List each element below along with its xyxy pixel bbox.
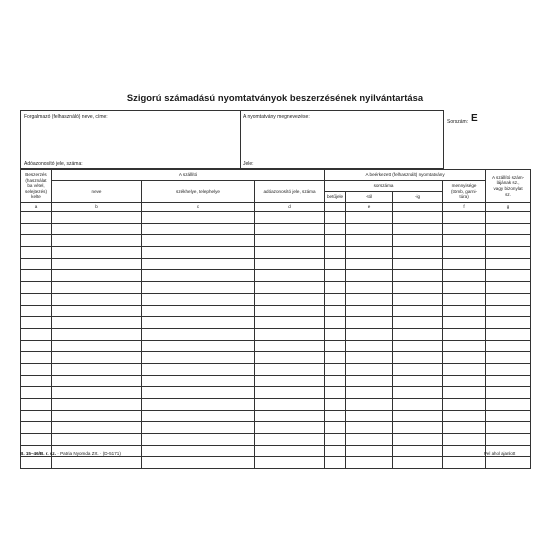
table-cell[interactable] [325,457,346,469]
table-cell[interactable] [142,352,255,364]
column-letter: c [142,203,255,212]
table-cell[interactable] [346,270,393,282]
table-cell[interactable] [393,434,443,446]
table-cell[interactable] [255,363,325,375]
table-cell[interactable] [142,317,255,329]
table-cell[interactable] [255,457,325,469]
table-cell[interactable] [325,328,346,340]
table-cell[interactable] [255,434,325,446]
table-cell[interactable] [346,399,393,411]
table-cell[interactable] [346,282,393,294]
table-cell[interactable] [255,212,325,224]
table-cell[interactable] [52,235,142,247]
table-cell[interactable] [486,375,531,387]
col-from-header: -tól [346,192,393,203]
table-cell[interactable] [325,247,346,259]
table-cell[interactable] [325,375,346,387]
table-cell[interactable] [393,317,443,329]
serial-value: E [471,113,478,124]
col-purchase-date-header: Beszerzés (használat ba vétel, selejtezés) kelte [21,170,52,203]
table-cell[interactable] [486,317,531,329]
table-cell[interactable] [346,235,393,247]
table-cell[interactable] [21,434,52,446]
table-cell[interactable] [255,247,325,259]
table-cell[interactable] [21,457,52,469]
table-cell[interactable] [346,293,393,305]
table-cell[interactable] [346,375,393,387]
table-cell[interactable] [21,247,52,259]
table-cell[interactable] [325,399,346,411]
column-letter: e [346,203,393,212]
table-cell[interactable] [393,258,443,270]
table-cell[interactable] [52,387,142,399]
table-row[interactable] [21,317,531,329]
table-cell[interactable] [346,258,393,270]
table-cell[interactable] [52,352,142,364]
table-row[interactable] [21,235,531,247]
table-cell[interactable] [346,340,393,352]
table-cell[interactable] [443,387,486,399]
table-cell[interactable] [325,282,346,294]
table-cell[interactable] [255,422,325,434]
table-cell[interactable] [393,212,443,224]
table-cell[interactable] [52,212,142,224]
table-cell[interactable] [443,317,486,329]
header-divider [240,111,241,168]
table-cell[interactable] [325,212,346,224]
table-cell[interactable] [255,270,325,282]
table-cell[interactable] [142,235,255,247]
table-cell[interactable] [346,410,393,422]
table-cell[interactable] [486,410,531,422]
table-cell[interactable] [393,387,443,399]
table-cell[interactable] [346,445,393,457]
table-cell[interactable] [393,363,443,375]
table-cell[interactable] [21,387,52,399]
table-row[interactable] [21,340,531,352]
table-cell[interactable] [325,352,346,364]
table-cell[interactable] [393,270,443,282]
table-cell[interactable] [393,410,443,422]
column-letter [393,203,443,212]
table-cell[interactable] [486,422,531,434]
table-cell[interactable] [486,270,531,282]
table-cell[interactable] [325,235,346,247]
column-letter: f [443,203,486,212]
table-cell[interactable] [325,270,346,282]
table-cell[interactable] [486,235,531,247]
table-cell[interactable] [486,457,531,469]
table-row[interactable] [21,375,531,387]
table-cell[interactable] [325,340,346,352]
table-cell[interactable] [486,282,531,294]
table-cell[interactable] [325,422,346,434]
table-cell[interactable] [486,387,531,399]
table-cell[interactable] [142,305,255,317]
column-letter: g [486,203,531,212]
table-cell[interactable] [346,422,393,434]
column-letter [325,203,346,212]
table-cell[interactable] [52,317,142,329]
table-row[interactable] [21,410,531,422]
table-cell[interactable] [443,399,486,411]
table-cell[interactable] [255,317,325,329]
table-cell[interactable] [21,363,52,375]
table-cell[interactable] [142,282,255,294]
table-cell[interactable] [142,247,255,259]
table-cell[interactable] [443,363,486,375]
table-cell[interactable] [443,305,486,317]
table-row[interactable] [21,399,531,411]
table-cell[interactable] [393,457,443,469]
table-cell[interactable] [255,305,325,317]
table-cell[interactable] [52,293,142,305]
table-cell[interactable] [325,363,346,375]
table-cell[interactable] [443,352,486,364]
table-cell[interactable] [52,375,142,387]
table-cell[interactable] [393,340,443,352]
table-cell[interactable] [142,212,255,224]
table-cell[interactable] [486,328,531,340]
table-cell[interactable] [393,375,443,387]
table-row[interactable] [21,270,531,282]
table-row[interactable] [21,223,531,235]
table-cell[interactable] [52,270,142,282]
table-cell[interactable] [443,235,486,247]
table-cell[interactable] [443,434,486,446]
column-letter-row [21,203,531,212]
table-row[interactable] [21,387,531,399]
table-cell[interactable] [346,328,393,340]
table-cell[interactable] [142,293,255,305]
table-cell[interactable] [325,317,346,329]
table-cell[interactable] [21,235,52,247]
table-cell[interactable] [255,410,325,422]
table-cell[interactable] [346,212,393,224]
table-cell[interactable] [21,375,52,387]
table-cell[interactable] [325,305,346,317]
form-code: B. 15–46/B. r. sz. [20,451,57,456]
table-cell[interactable] [52,363,142,375]
table-cell[interactable] [142,340,255,352]
table-cell[interactable] [142,258,255,270]
table-cell[interactable] [443,247,486,259]
column-letter: d [255,203,325,212]
table-cell[interactable] [325,387,346,399]
publisher-info: · Patria Nyomda Zrt. · (D-5171) [57,451,121,456]
table-cell[interactable] [443,293,486,305]
table-row[interactable] [21,422,531,434]
table-cell[interactable] [393,247,443,259]
table-cell[interactable] [255,282,325,294]
table-cell[interactable] [346,223,393,235]
footer-right: Pel ahol ajanlott [484,451,516,456]
table-cell[interactable] [52,457,142,469]
table-cell[interactable] [393,328,443,340]
table-cell[interactable] [52,223,142,235]
table-cell[interactable] [21,328,52,340]
table-cell[interactable] [255,328,325,340]
table-cell[interactable] [486,352,531,364]
table-cell[interactable] [486,223,531,235]
table-cell[interactable] [443,457,486,469]
table-cell[interactable] [346,317,393,329]
distributor-label: Forgalmazó (felhasználó) neve, címe: [24,114,108,120]
table-row[interactable] [21,457,531,469]
table-cell[interactable] [346,363,393,375]
table-cell[interactable] [443,445,486,457]
table-cell[interactable] [142,363,255,375]
col-supplier-doc-header: A szállító szám- lájának sz., vagy bizonylat sz. [486,170,531,203]
col-supplier-name-header: neve [52,181,142,203]
col-supplier-taxid-header: adóazonosító jele, száma [255,181,325,203]
table-cell[interactable] [52,399,142,411]
table-cell[interactable] [21,340,52,352]
col-letter-code-header: betűjele [325,192,346,203]
table-cell[interactable] [52,410,142,422]
table-cell[interactable] [21,399,52,411]
table-cell[interactable] [21,422,52,434]
table-cell[interactable] [325,223,346,235]
table-cell[interactable] [325,410,346,422]
table-cell[interactable] [21,293,52,305]
table-cell[interactable] [52,282,142,294]
form-title: Szigorú számadású nyomtatványok beszerzésének nyilvántartása [126,92,424,103]
table-cell[interactable] [346,457,393,469]
table-cell[interactable] [52,340,142,352]
code-label: Jele: [243,161,254,167]
table-cell[interactable] [52,328,142,340]
table-cell[interactable] [52,422,142,434]
table-cell[interactable] [486,247,531,259]
table-cell[interactable] [443,223,486,235]
table-row[interactable] [21,293,531,305]
table-cell[interactable] [21,410,52,422]
table-cell[interactable] [393,305,443,317]
table-cell[interactable] [255,399,325,411]
table-cell[interactable] [325,434,346,446]
received-group-header: A beérkezett (felhasznált) nyomtatvány [325,170,486,181]
table-cell[interactable] [142,375,255,387]
table-cell[interactable] [255,235,325,247]
table-cell[interactable] [443,212,486,224]
column-letter: a [21,203,52,212]
table-cell[interactable] [255,340,325,352]
table-row[interactable] [21,363,531,375]
table-cell[interactable] [142,410,255,422]
footer-left [20,451,121,456]
table-cell[interactable] [393,293,443,305]
table-cell[interactable] [486,212,531,224]
header-box [20,110,444,169]
table-cell[interactable] [443,410,486,422]
table-cell[interactable] [52,258,142,270]
table-row[interactable] [21,258,531,270]
table-row[interactable] [21,352,531,364]
table-cell[interactable] [21,270,52,282]
table-cell[interactable] [21,282,52,294]
table-cell[interactable] [52,434,142,446]
table-cell[interactable] [21,305,52,317]
serial-group-header: sorszáma [325,181,443,192]
column-letter: b [52,203,142,212]
table-cell[interactable] [443,258,486,270]
table-row[interactable] [21,305,531,317]
table-cell[interactable] [142,422,255,434]
col-supplier-address-header: székhelye, telephelye [142,181,255,203]
table-cell[interactable] [325,445,346,457]
table-cell[interactable] [393,352,443,364]
table-cell[interactable] [443,422,486,434]
table-cell[interactable] [255,375,325,387]
table-cell[interactable] [142,434,255,446]
table-row[interactable] [21,282,531,294]
table-cell[interactable] [21,212,52,224]
table-cell[interactable] [346,352,393,364]
table-cell[interactable] [443,375,486,387]
table-cell[interactable] [142,328,255,340]
table-cell[interactable] [255,352,325,364]
table-cell[interactable] [142,457,255,469]
table-cell[interactable] [346,247,393,259]
table-cell[interactable] [486,293,531,305]
table-cell[interactable] [443,270,486,282]
table-cell[interactable] [255,223,325,235]
supplier-group-header: A szállító [52,170,325,181]
table-cell[interactable] [21,258,52,270]
table-cell[interactable] [21,352,52,364]
table-cell[interactable] [393,445,443,457]
table-cell[interactable] [486,305,531,317]
table-cell[interactable] [393,399,443,411]
col-quantity-header: mennyisége (tömb, garni- túra) [443,181,486,203]
table-cell[interactable] [325,258,346,270]
table-cell[interactable] [486,258,531,270]
table-cell[interactable] [486,399,531,411]
table-cell[interactable] [52,305,142,317]
table-cell[interactable] [393,235,443,247]
table-cell[interactable] [21,223,52,235]
table-cell[interactable] [142,387,255,399]
table-cell[interactable] [443,282,486,294]
table-cell[interactable] [142,223,255,235]
table-cell[interactable] [486,340,531,352]
form-name-label: A nyomtatvány megnevezése: [243,114,310,120]
table-cell[interactable] [255,445,325,457]
table-cell[interactable] [325,293,346,305]
table-cell[interactable] [255,258,325,270]
table-cell[interactable] [346,387,393,399]
col-to-header: -ig [393,192,443,203]
tax-id-label: Adóazonosító jele, száma: [24,161,83,167]
table-cell[interactable] [393,422,443,434]
table-cell[interactable] [443,340,486,352]
table-cell[interactable] [52,247,142,259]
register-table [20,169,531,469]
table-cell[interactable] [255,387,325,399]
table-cell[interactable] [142,399,255,411]
table-row[interactable] [21,212,531,224]
table-cell[interactable] [393,223,443,235]
table-cell[interactable] [255,293,325,305]
table-cell[interactable] [346,305,393,317]
table-row[interactable] [21,328,531,340]
table-cell[interactable] [142,270,255,282]
table-cell[interactable] [393,282,443,294]
table-cell[interactable] [443,328,486,340]
table-cell[interactable] [486,363,531,375]
serial-label: Sorszám: [447,119,469,125]
table-cell[interactable] [21,317,52,329]
table-row[interactable] [21,247,531,259]
table-cell[interactable] [142,445,255,457]
table-cell[interactable] [486,434,531,446]
table-row[interactable] [21,434,531,446]
table-cell[interactable] [346,434,393,446]
